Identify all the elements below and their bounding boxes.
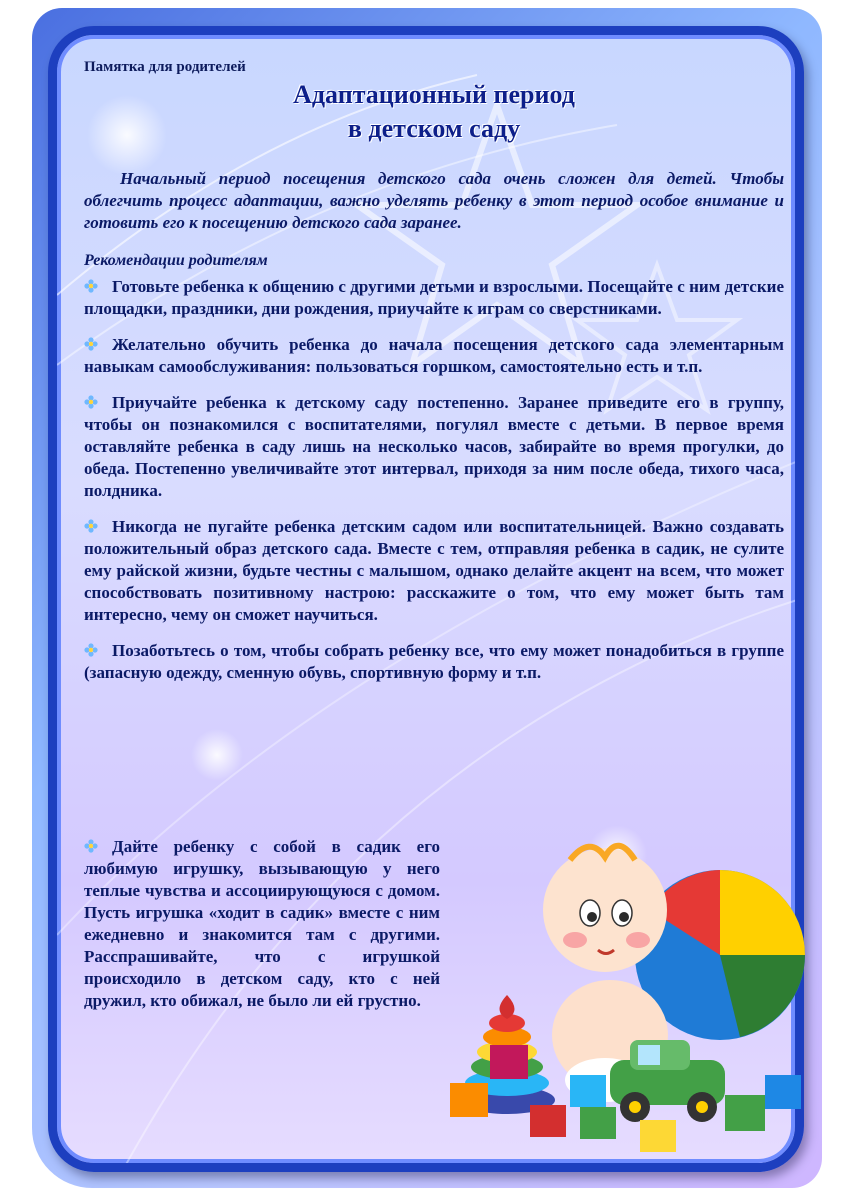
recommendation-item: Готовьте ребенка к общению с другими детьми и взрослыми. Посещайте с ним детские площадки, праздники, дни рождения, приучайте к играм со сверстниками. (84, 277, 784, 318)
poster-subtitle: Памятка для родителей (84, 59, 246, 75)
poster-title (84, 78, 784, 146)
flower-icon (84, 519, 98, 533)
text-column (84, 56, 784, 698)
flower-icon (84, 839, 98, 853)
flower-icon (84, 643, 98, 657)
intro-paragraph: Начальный период посещения детского сада очень сложен для детей. Чтобы облегчить процесс адаптации, важно уделять ребенку в этот период особое внимание и готовить его к посещению детского сада заранее. (84, 169, 784, 232)
baby-with-toys-icon (440, 815, 810, 1160)
flower-icon (84, 395, 98, 409)
flower-icon (84, 337, 98, 351)
recommendation-item: Никогда не пугайте ребенка детским садом или воспитательницей. Важно создавать положительный образ детского сада. Вместе с тем, отправляя ребенка в садик, не сулите ему райской жизни, будьте честны с малышом, однако делайте акцент на всем, что может способствовать позитивному настрою: расскажите о том, что ему может быть там интересно, чему он сможет научиться. (84, 517, 784, 624)
recommendation-item: Приучайте ребенка к детскому саду постепенно. Заранее приведите его в группу, чтобы он познакомился с воспитателями, погулял вместе с детьми. В первое время оставляйте ребенка в саду лишь на несколько часов, забирайте во время прогулки, до обеда. Постепенно увеличивайте этот интервал, приходя за ним после обеда, тихого часа, полдника. (84, 393, 784, 500)
title-line-2: в детском саду (347, 114, 521, 143)
recommendations-heading: Рекомендации родителям (84, 252, 268, 269)
recommendation-item: Позаботьтесь о том, чтобы собрать ребенку все, что ему может понадобиться в группе (запасную одежду, сменную обувь, спортивную форму и т.п. (84, 641, 784, 682)
title-line-1: Адаптационный период (293, 80, 575, 109)
recommendation-item: Желательно обучить ребенка до начала посещения детского сада элементарным навыкам самообслуживания: пользоваться горшком, самостоятельно есть и т.п. (84, 335, 784, 376)
flower-icon (84, 279, 98, 293)
recommendation-item-last: Дайте ребенку с собой в садик его любимую игрушку, вызывающую у него теплые чувства и ассоциирующуюся с домом. Пусть игрушка «ходит в садик» вместе с ним ежедневно и знакомится там с другими. Расспрашивайте, что с игрушкой происходило в детском саду, кто с ней дружил, кто обижал, не было ли ей грустно. (84, 837, 440, 1010)
